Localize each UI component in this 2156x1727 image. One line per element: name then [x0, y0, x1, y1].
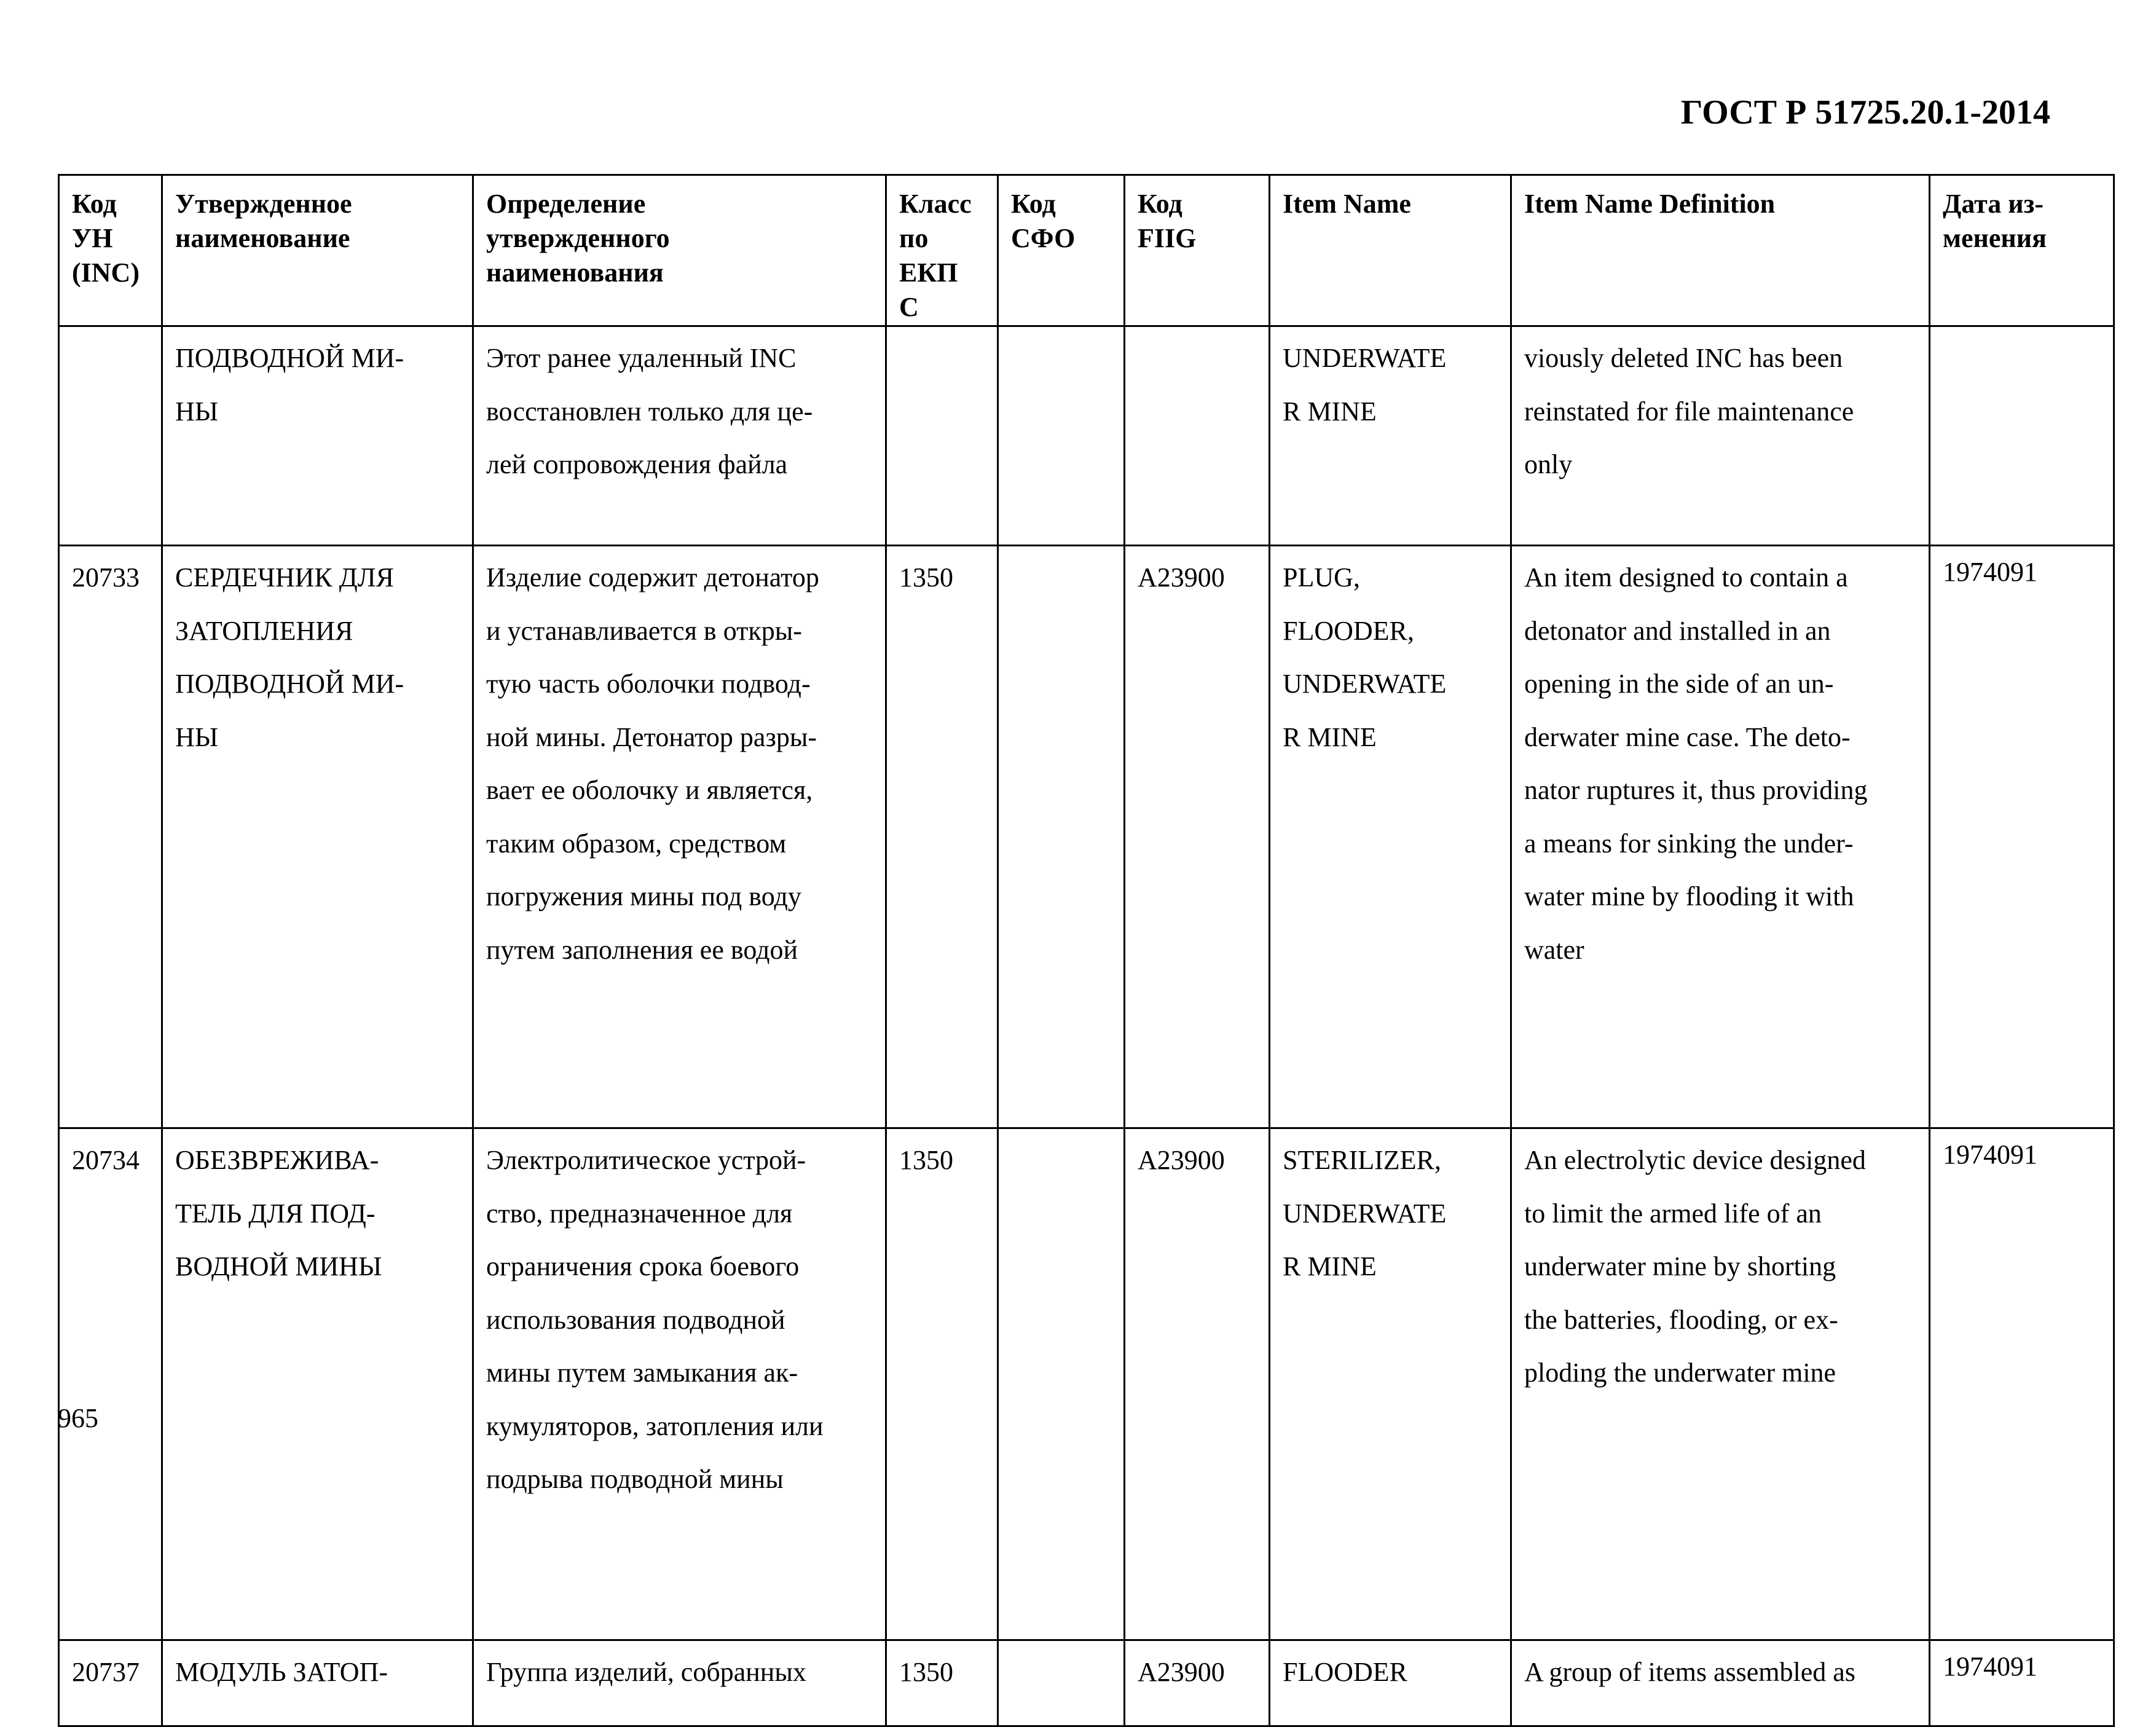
table-header-row	[59, 175, 2114, 326]
cell-line: НЫ	[175, 722, 219, 752]
cell-line: only	[1524, 449, 1573, 479]
cell-line: мины путем замыкания ак-	[486, 1358, 798, 1388]
header-change-date	[1930, 175, 2114, 326]
cell-line: подрыва подводной мины	[486, 1464, 784, 1494]
cell-line: Группа изделий, собранных	[486, 1657, 806, 1687]
cell-line: UNDERWATE	[1283, 669, 1447, 699]
cell-line: СФО	[1011, 223, 1076, 253]
change-date-cell: 1974091	[1930, 1128, 2114, 1640]
fiig-cell: A23900	[1125, 1128, 1270, 1640]
cell-line: кумуляторов, затопления или	[486, 1410, 824, 1441]
cell-line: ВОДНОЙ МИНЫ	[175, 1251, 382, 1281]
cell-line: Код	[1138, 189, 1182, 219]
cell-line: вает ее оболочку и является,	[486, 775, 813, 805]
approved-name-cell	[162, 546, 473, 1128]
cell-line: и устанавливается в откры-	[486, 615, 802, 646]
cell-line: утвержденного	[486, 223, 670, 253]
cell-line: underwater mine by shorting	[1524, 1251, 1836, 1281]
cell-line: ЗАТОПЛЕНИЯ	[175, 615, 353, 646]
item-definition-cell	[1511, 1640, 1930, 1726]
item-name-cell	[1270, 1128, 1511, 1640]
cell-line: viously deleted INC has been	[1524, 343, 1843, 373]
cell-line: R MINE	[1283, 722, 1377, 752]
cell-line: НЫ	[175, 396, 219, 427]
cell-line: a means for sinking the under-	[1524, 828, 1854, 859]
definition-cell	[473, 1640, 886, 1726]
cell-line: С	[899, 292, 919, 322]
cell-line: ство, предназначенное для	[486, 1198, 793, 1229]
cell-line: Дата из-	[1943, 189, 2044, 219]
cell-line: путем заполнения ее водой	[486, 934, 798, 965]
change-date-cell	[1930, 326, 2114, 546]
cell-line: PLUG,	[1283, 562, 1360, 592]
cell-line: water mine by flooding it with	[1524, 881, 1854, 911]
header-inc	[59, 175, 162, 326]
cell-line: ПОДВОДНОЙ МИ-	[175, 343, 404, 373]
cell-line: STERILIZER,	[1283, 1145, 1441, 1175]
inc-cell: 20734	[59, 1128, 162, 1640]
cell-line: СЕРДЕЧНИК ДЛЯ	[175, 562, 394, 592]
definition-cell	[473, 1128, 886, 1640]
cell-line: detonator and installed in an	[1524, 615, 1831, 646]
cell-line: derwater mine case. The deto-	[1524, 722, 1851, 752]
header-approved-name	[162, 175, 473, 326]
cell-line: Этот ранее удаленный INC	[486, 343, 797, 373]
cell-line: ограничения срока боевого	[486, 1251, 800, 1281]
definition-cell	[473, 546, 886, 1128]
cell-line: погружения мины под воду	[486, 881, 801, 911]
approved-name-cell	[162, 326, 473, 546]
cell-line: Класс	[899, 189, 972, 219]
cell-line: UNDERWATE	[1283, 1198, 1447, 1229]
cell-line: Код	[72, 189, 117, 219]
cell-line: opening in the side of an un-	[1524, 669, 1834, 699]
cell-line: UNDERWATE	[1283, 343, 1447, 373]
cell-line: ТЕЛЬ ДЛЯ ПОД-	[175, 1198, 376, 1229]
header-fiig	[1125, 175, 1270, 326]
definition-cell	[473, 326, 886, 546]
cell-line: FIIG	[1138, 223, 1197, 253]
cell-line: (INC)	[72, 258, 140, 288]
sfo-cell	[998, 326, 1125, 546]
header-item-name-definition	[1511, 175, 1930, 326]
header-item-name	[1270, 175, 1511, 326]
cell-line: ploding the underwater mine	[1524, 1358, 1836, 1388]
fiig-cell: A23900	[1125, 1640, 1270, 1726]
change-date-cell: 1974091	[1930, 1640, 2114, 1726]
cell-line: An item designed to contain a	[1524, 562, 1848, 592]
fiig-cell	[1125, 326, 1270, 546]
cell-line: Электролитическое устрой-	[486, 1145, 806, 1175]
sfo-cell	[998, 546, 1125, 1128]
table-body	[59, 326, 2114, 1726]
sfo-cell	[998, 1640, 1125, 1726]
cell-line: Утвержденное	[175, 189, 352, 219]
cell-line: Изделие содержит детонатор	[486, 562, 819, 592]
cell-line: УН	[72, 223, 113, 253]
inc-cell: 20737	[59, 1640, 162, 1726]
cell-line: FLOODER	[1283, 1657, 1407, 1687]
cell-line: ЕКП	[899, 258, 958, 288]
class-cell: 1350	[886, 1640, 998, 1726]
sfo-cell	[998, 1128, 1125, 1640]
header-sfo	[998, 175, 1125, 326]
cell-line: Item Name	[1283, 189, 1411, 219]
cell-line: ПОДВОДНОЙ МИ-	[175, 669, 404, 699]
header-definition	[473, 175, 886, 326]
table-row	[59, 326, 2114, 546]
document-code: ГОСТ Р 51725.20.1-2014	[1680, 93, 2050, 132]
cell-line: nator ruptures it, thus providing	[1524, 775, 1868, 805]
item-definition-cell	[1511, 326, 1930, 546]
cell-line: тую часть оболочки подвод-	[486, 669, 811, 699]
cell-line: наименования	[486, 258, 664, 288]
cell-line: по	[899, 223, 929, 253]
cell-line: water	[1524, 934, 1584, 965]
cell-line: использования подводной	[486, 1304, 785, 1335]
cell-line: Определение	[486, 189, 646, 219]
cell-line: ОБЕЗВРЕЖИВА-	[175, 1145, 379, 1175]
inc-cell	[59, 326, 162, 546]
item-name-cell	[1270, 546, 1511, 1128]
cell-line: ной мины. Детонатор разры-	[486, 722, 817, 752]
page-number: 965	[58, 1403, 98, 1433]
table-row	[59, 546, 2114, 1128]
table-row	[59, 1640, 2114, 1726]
change-date-cell: 1974091	[1930, 546, 2114, 1128]
cell-line: наименование	[175, 223, 350, 253]
cell-line: reinstated for file maintenance	[1524, 396, 1854, 427]
item-name-cell	[1270, 1640, 1511, 1726]
class-cell: 1350	[886, 546, 998, 1128]
cell-line: R MINE	[1283, 1251, 1377, 1281]
inc-cell: 20733	[59, 546, 162, 1128]
cell-line: R MINE	[1283, 396, 1377, 427]
cell-line: лей сопровождения файла	[486, 449, 788, 479]
item-name-cell	[1270, 326, 1511, 546]
item-definition-cell	[1511, 546, 1930, 1128]
class-cell	[886, 326, 998, 546]
cell-line: FLOODER,	[1283, 615, 1414, 646]
cell-line: to limit the armed life of an	[1524, 1198, 1822, 1229]
cell-line: An electrolytic device designed	[1524, 1145, 1866, 1175]
table-row	[59, 1128, 2114, 1640]
cell-line: менения	[1943, 223, 2047, 253]
cell-line: Код	[1011, 189, 1056, 219]
cell-line: A group of items assembled as	[1524, 1657, 1855, 1687]
cell-line: восстановлен только для це-	[486, 396, 813, 427]
nomenclature-table	[58, 174, 2115, 1727]
cell-line: таким образом, средством	[486, 828, 787, 859]
cell-line: Item Name Definition	[1524, 189, 1776, 219]
cell-line: МОДУЛЬ ЗАТОП-	[175, 1657, 388, 1687]
header-class	[886, 175, 998, 326]
approved-name-cell	[162, 1128, 473, 1640]
item-definition-cell	[1511, 1128, 1930, 1640]
approved-name-cell	[162, 1640, 473, 1726]
class-cell: 1350	[886, 1128, 998, 1640]
fiig-cell: A23900	[1125, 546, 1270, 1128]
cell-line: the batteries, flooding, or ex-	[1524, 1304, 1838, 1335]
